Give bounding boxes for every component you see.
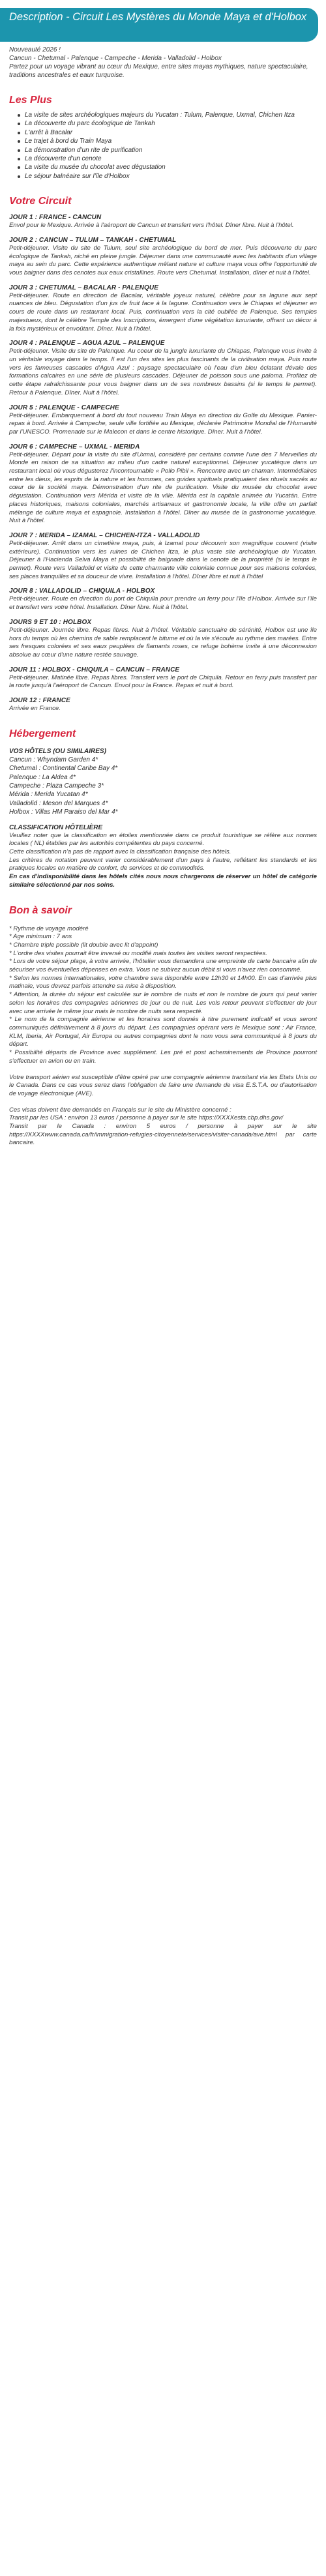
day-block bbox=[9, 284, 317, 334]
day-text: Petit-déjeuner. Visite du site de Palenque. Au coeur de la jungle luxuriante du Chiapas, Palenque vous invite à un véritable voyage dans le temps. Il est l'un des sites les plus fascinants de la civilisation maya. Puis route vers les fameuses cascades d'Agua Azul : paysage spectaculaire où l'eau d'un bleu éclatant dévale des formations calcaires en une série de plusieurs cascades. Déjeuner de poisson sous une paloma. Profitez de cette étape rafraîchissante pour vous baigner dans un de ses nombreux bassins (si le temps le permet). Retour à Palenque. Dîner. Nuit à l'hôtel. bbox=[9, 348, 317, 396]
classification-text: Les critères de notation peuvent varier considérablement d'un pays à l'autre, reflétant les standards et les pratiques locales en matière de confort, de services et de commodités. bbox=[9, 856, 317, 872]
section-title-hebergement: Hébergement bbox=[9, 728, 76, 739]
day-block bbox=[9, 443, 317, 526]
intro-tagline: Partez pour un voyage vibrant au cœur du Mexique, entre sites mayas mythiques, nature spectaculaire, traditions ancestrales et eaux turquoise. bbox=[9, 63, 308, 79]
day-block bbox=[9, 213, 317, 230]
transit-text: Votre transport aérien est susceptible d'être opéré par une compagnie aérienne transitant via les Etats Unis ou le Canada. Dans ce cas vous serez dans l'obligation de faire une demande de visa E.S.T.A. ou d'autorisation de voyage électronique (AVE). bbox=[9, 1073, 317, 1097]
day-text: Petit-déjeuner. Départ pour la visite du site d'Uxmal, considéré par certains comme l'une des 7 Merveilles du Monde en raison de sa situation au milieu d'un cadre naturel exceptionnel. Déjeuner yucatèque dans un restaurant local où vous dégusterez l'incontournable « Pollo Pibil ». Rencontre avec un chaman. Intermédiaires entre les dieux, les esprits de la nature et les hommes, ces guides spirituels pratiquaient des rituels sacrés au cœur de la société maya. Démonstration d'un rite de purification. Visite du musée du chocolat avec dégustation. Continuation vers Mérida et visite de la ville. Mérida est la capitale animée du Yucatán. Entre places historiques, maisons coloniales, marchés artisanaux et gastronomie locale, la ville offre un parfait mélange de culture maya et espagnole. Installation à l'hôtel. Dîner au musée de la gastronomie yucatèque. Nuit à l'hôtel. bbox=[9, 451, 317, 525]
intro bbox=[0, 42, 326, 80]
section-title-circuit: Votre Circuit bbox=[9, 196, 72, 207]
bullet-icon bbox=[18, 123, 20, 125]
day-block bbox=[9, 339, 317, 397]
plus-item-text: La visite du musée du chocolat avec dégustation bbox=[25, 164, 166, 171]
page bbox=[0, 0, 326, 1153]
plus-list bbox=[0, 107, 326, 181]
plus-item bbox=[25, 146, 317, 155]
day-block bbox=[9, 587, 317, 612]
day-title: JOUR 12 : FRANCE bbox=[9, 697, 70, 705]
classification-title: CLASSIFICATION HÔTELIÈRE bbox=[9, 823, 103, 831]
day-title: JOUR 6 : CAMPECHE – UXMAL - MERIDA bbox=[9, 443, 140, 451]
info-item: * Selon les normes internationales, votre chambre sera disponible entre 12h30 et 14h00. En cas d'arrivée plus matinale, vous devrez parfois attendre sa mise à disposition. bbox=[9, 974, 317, 990]
day-text: Petit-déjeuner. Route en direction de Bacalar, véritable joyeux naturel, célèbre pour sa lagune aux sept nuances de bleu. Dégustation d'un jus de fruit face à la lagune. Continuation vers le Chiapas et déjeuner en cours de route dans un restaurant local. Puis, continuation vers la cité oubliée de Palenque. Ses temples majestueux, dont le célèbre Temple des Inscriptions, émergent d'une végétation luxuriante, offrant un décor à la fois mystérieux et envoûtant. Dîner. Nuit à l'hôtel. bbox=[9, 291, 317, 333]
classification-text: Veuillez noter que la classification en étoiles mentionnée dans ce produit touristique se réfère aux normes locales ( NL) établies par les autorités compétentes du pays concerné. bbox=[9, 831, 317, 848]
info-item: * L'ordre des visites pourrait être inversé ou modifié mais toutes les visites seront respectées. bbox=[9, 949, 267, 957]
plus-item bbox=[25, 128, 317, 137]
day-title: JOUR 1 : FRANCE - CANCUN bbox=[9, 214, 102, 222]
page-title: Description - Circuit Les Mystères du Monde Maya et d'Holbox bbox=[9, 11, 307, 23]
day-block bbox=[9, 404, 317, 437]
section-title-bon-a-savoir: Bon à savoir bbox=[9, 904, 72, 916]
day-title: JOUR 5 : PALENQUE - CAMPECHE bbox=[9, 404, 119, 411]
day-block bbox=[9, 696, 317, 713]
day-title: JOUR 7 : MERIDA – IZAMAL – CHICHEN-ITZA - VALLADOLID bbox=[9, 531, 200, 539]
day-text: Petit-déjeuner. Matinée libre. Repas libres. Transfert vers le port de Chiquila. Retour en ferry puis transfert par la route jusqu'à l'aéroport de Cancun. Envol pour la France. Repas et nuit à bord. bbox=[9, 674, 317, 690]
day-text: Petit-déjeuner. Visite du site de Tulum, seul site archéologique du bord de mer. Puis découverte du parc écologique de Tankah, niché en pleine jungle. Déjeuner dans une communauté avec les habitants d'un village maya au sein du parc. Cette expérience authentique mêlant nature et culture maya vous offre l'opportunité de vous baigner dans des cenotes aux eaux cristallines. Route vers Chetumal. Installation, dîner et nuit à l'hôtel. bbox=[9, 244, 317, 277]
plus-item bbox=[25, 119, 317, 128]
plus-item-text: Le trajet à bord du Train Maya bbox=[25, 138, 112, 145]
day-text: Petit-déjeuner. Route en direction du port de Chiquila pour prendre un ferry pour l'île d'Holbox. Arrivée sur l'île et transfert vers votre hôtel. Installation. Dîner libre. Nuit à l'hôtel. bbox=[9, 595, 317, 612]
bullet-icon bbox=[18, 114, 20, 117]
availability-note-text: En cas d'indisponibilité dans les hôtels cités nous nous chargerons de réserver un hôtel de catégorie similaire sélectionné par nos soins. bbox=[9, 873, 317, 889]
intro-new: Nouveauté 2026 ! bbox=[9, 46, 61, 53]
hotel-line: Holbox : Villas HM Paraiso del Mar 4* bbox=[9, 808, 118, 816]
availability-note bbox=[9, 873, 317, 889]
hotel-line: Chetumal : Continental Caribe Bay 4* bbox=[9, 765, 118, 773]
day-block bbox=[9, 531, 317, 582]
transit-canada-link[interactable]: Transit par le Canada : environ 5 euros / personne à payer sur le site https://XXXXwww.canada.ca/fr/immigration-refugies-citoyennete/services/visiter-canada/ave.html par carte bancaire. bbox=[9, 1123, 317, 1147]
day-text: Envol pour le Mexique. Arrivée à l'aéroport de Cancun et transfert vers l'hôtel. Dîner libre. Nuit à l'hôtel. bbox=[9, 222, 294, 229]
day-text: Arrivée en France. bbox=[9, 705, 61, 713]
bullet-icon bbox=[18, 166, 20, 169]
day-block bbox=[9, 236, 317, 278]
hotel-line: Valladolid : Meson del Marques 4* bbox=[9, 799, 108, 807]
transit-usa-link[interactable]: Transit par les USA : environ 13 euros / personne à payer sur le site https://XXXXesta.cbp.dhs.gov/ bbox=[9, 1114, 284, 1122]
plus-item bbox=[25, 137, 317, 145]
info-item: * Le nom de la compagnie aérienne et les horaires sont donnés à titre purement indicatif et vous seront communiqués définitivement à 8 jours du départ. Les compagnies opérant vers le Mexique sont : Air France, KLM, Iberia, Air Portugal, Air Europa ou autres compagnies dont le nom vous sera communiqué à 8 jours du départ. bbox=[9, 1016, 317, 1048]
info-item: * Age minimum : 7 ans bbox=[9, 933, 72, 941]
hotel-line: Cancun : Whyndam Garden 4* bbox=[9, 756, 98, 763]
plus-item-text: La visite de sites archéologiques majeurs du Yucatan : Tulum, Palenque, Uxmal, Chichen Itza bbox=[25, 111, 295, 119]
info-item: * Attention, la durée du séjour est calculée sur le nombre de nuits et non le nombre de jours qui peut varier selon les horaires des compagnies aériennes de jour ou de nuit. Les vols retour peuvent s'effectuer de jour avec une arrivée le même jour mais le nombre de nuits sera respecté. bbox=[9, 991, 317, 1015]
plus-item-text: L'arrêt à Bacalar bbox=[25, 128, 73, 136]
itinerary bbox=[0, 208, 326, 713]
transit-text: Ces visas doivent être demandés en Français sur le site du Ministère concerné : bbox=[9, 1106, 231, 1114]
plus-item-text: Le séjour balnéaire sur l'île d'Holbox bbox=[25, 172, 130, 180]
plus-item-text: La découverte du parc écologique de Tankah bbox=[25, 120, 155, 128]
day-title: JOUR 11 : HOLBOX - CHIQUILA – CANCUN – FRANCE bbox=[9, 666, 180, 674]
hotel-line: Mérida : Merida Yucatan 4* bbox=[9, 791, 88, 799]
intro-route: Cancun - Chetumal - Palenque - Campeche - Merida - Valladolid - Holbox bbox=[9, 55, 222, 62]
day-title: JOUR 2 : CANCUN – TULUM – TANKAH - CHETUMAL bbox=[9, 236, 177, 244]
day-block bbox=[9, 618, 317, 660]
plus-item-text: La découverte d'un cenote bbox=[25, 155, 102, 163]
day-title: JOUR 8 : VALLADOLID – CHIQUILA - HOLBOX bbox=[9, 587, 155, 595]
day-title: JOUR 4 : PALENQUE – AGUA AZUL – PALENQUE bbox=[9, 340, 165, 348]
info-item: * Rythme de voyage modéré bbox=[9, 925, 89, 932]
hotel-line: Campeche : Plaza Campeche 3* bbox=[9, 782, 104, 790]
day-text: Petit-déjeuner. Embarquement à bord du tout nouveau Train Maya en direction du Golfe du Mexique. Panier-repas à bord. Arrivée à Campeche, seule ville fortifiée au Mexique, déclarée Patrimoine Mondial de l'Humanité par l'UNESCO. Promenade sur le Malecon et dans le centre historique. Dîner. Nuit à l'hôtel. bbox=[9, 411, 317, 436]
classification-text: Cette classification n'a pas de rapport avec la classification française des hôtels. bbox=[9, 848, 231, 856]
section-title-plus: Les Plus bbox=[9, 95, 52, 106]
bullet-icon bbox=[18, 175, 20, 178]
bullet-icon bbox=[18, 132, 20, 134]
day-block bbox=[9, 666, 317, 690]
info-item: * Chambre triple possible (lit double avec lit d'appoint) bbox=[9, 941, 158, 949]
bullet-icon bbox=[18, 149, 20, 152]
bullet-icon bbox=[18, 140, 20, 143]
day-title: JOUR 3 : CHETUMAL – BACALAR - PALENQUE bbox=[9, 284, 158, 291]
plus-item-text: La démonstration d'un rite de purification bbox=[25, 146, 143, 154]
bullet-icon bbox=[18, 158, 20, 160]
plus-item bbox=[25, 172, 317, 181]
bon-a-savoir bbox=[0, 917, 326, 1148]
day-text: Petit-déjeuner. Arrêt dans un cimetière maya, puis, à Izamal pour découvrir son magnifique couvent (visite extérieure). Continuation vers les ruines de Chichen Itza, le plus vaste site archéologique du Yucatan. Déjeuner à l'Hacienda Selva Maya et possibilité de baignade dans le cenote de la propriété (si le temps le permet). Route vers Valladolid et visite de cette charmante ville coloniale connue pour ses maisons colorées, ses places tranquilles et sa douceur de vivre. Installation à l'hôtel. Dîner libre et nuit à l'hôtel bbox=[9, 539, 317, 580]
info-item: * Lors de votre séjour plage, à votre arrivée, l'hôtelier vous demandera une empreinte de carte bancaire afin de sécuriser vos éventuelles dépenses en extra. Vous ne subirez aucun débit si vous n'avez rien consommé. bbox=[9, 958, 317, 974]
hotels-subtitle: VOS HÔTELS (OU SIMILAIRES) bbox=[9, 747, 106, 755]
plus-item bbox=[25, 163, 317, 171]
day-text: Petit-déjeuner. Journée libre. Repas libres. Nuit à l'hôtel. Véritable sanctuaire de sérénité, Holbox est une île hors du temps où les chemins de sable remplacent le bitume et où la vie s'écoule au rythme des marées. Entre ses fresques colorées et ses eaux peuplées de flamants roses, ce refuge bohème invite à une déconnexion absolue au cœur d'une nature restée sauvage. bbox=[9, 626, 317, 659]
info-item: * Possibilité départs de Province avec supplément. Les pré et post acheminements de Province pourront s'effectuer en avion ou en train. bbox=[9, 1049, 317, 1065]
hotel-line: Palenque : La Aldea 4* bbox=[9, 773, 76, 781]
hebergement bbox=[0, 741, 326, 890]
plus-item bbox=[25, 111, 317, 119]
title-banner bbox=[0, 8, 318, 42]
plus-item bbox=[25, 155, 317, 163]
day-title: JOURS 9 ET 10 : HOLBOX bbox=[9, 618, 92, 626]
